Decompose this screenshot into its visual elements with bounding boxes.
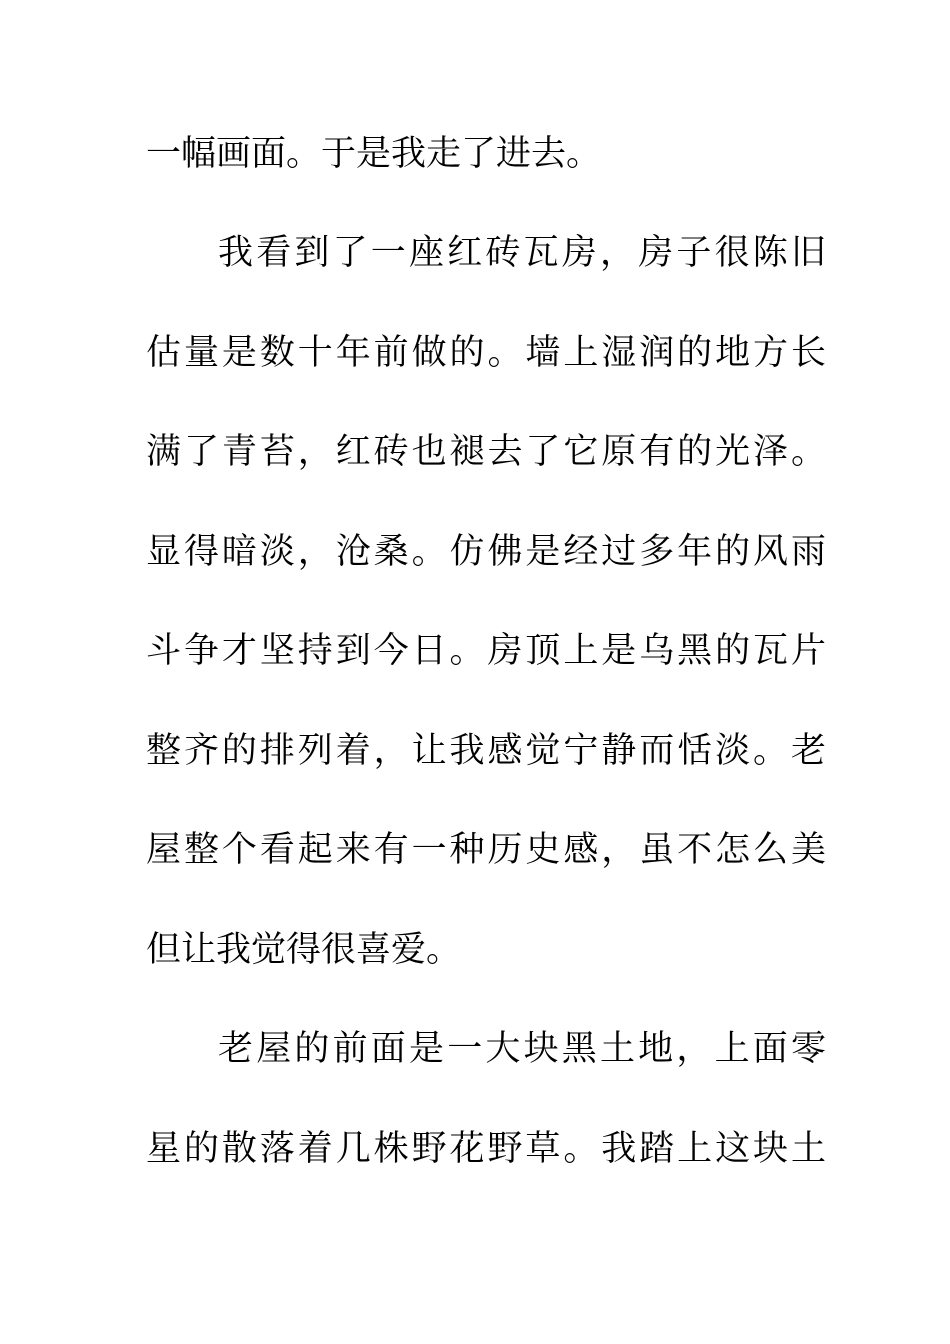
text-line: 整齐的排列着，让我感觉宁静而恬淡。老	[146, 731, 826, 771]
text-line: 斗争才坚持到今日。房顶上是乌黑的瓦片	[146, 631, 826, 671]
text-line: 星的散落着几株野花野草。我踏上这块土	[146, 1129, 826, 1169]
paragraph-first-line: 我看到了一座红砖瓦房，房子很陈旧	[218, 233, 826, 273]
text-line: 屋整个看起来有一种历史感，虽不怎么美	[146, 830, 826, 870]
text-line: 但让我觉得很喜爱。	[146, 930, 462, 970]
paragraph-first-line: 老屋的前面是一大块黑土地，上面零	[218, 1029, 826, 1069]
text-line: 满了青苔，红砖也褪去了它原有的光泽。	[146, 432, 826, 472]
text-line: 估量是数十年前做的。墙上湿润的地方长	[146, 333, 826, 373]
text-line: 一幅画面。于是我走了进去。	[146, 134, 602, 174]
text-line: 显得暗淡，沧桑。仿佛是经过多年的风雨	[146, 532, 826, 572]
